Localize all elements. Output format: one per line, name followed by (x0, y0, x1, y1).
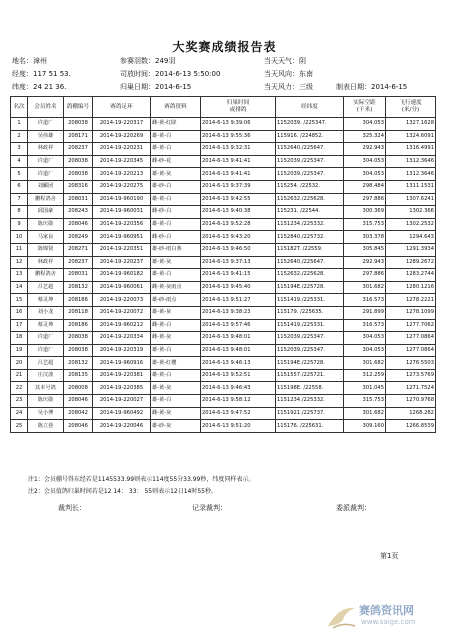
table-cell: 297.886 (344, 193, 386, 206)
table-cell: 208046 (64, 420, 93, 433)
table-cell: 208237 (64, 143, 93, 156)
table-cell: 2014-6-13 9:47:52 (201, 407, 276, 420)
table-cell: 9 (11, 218, 28, 231)
table-cell: 2014-19-960190 (93, 193, 151, 206)
table-cell: 8 (11, 206, 28, 219)
table-cell: 鹏程鸽舍 (28, 193, 64, 206)
table-cell: 1152632./225628. (276, 193, 344, 206)
table-cell: 刘小龙 (28, 306, 64, 319)
table-cell: 2014-6-13 9:57:46 (201, 319, 276, 332)
table-cell: 2014-19-960212 (93, 319, 151, 332)
table-cell: 1277.0864 (386, 332, 436, 345)
table-cell: 1277.0864 (386, 344, 436, 357)
table-cell: 雄-黄-灰 (151, 382, 201, 395)
table-cell: 304.053 (344, 155, 386, 168)
table-cell: 291.899 (344, 306, 386, 319)
table-cell: 18 (11, 332, 28, 345)
note-2: 注2：会员值鸽归巢时间若是12 14： 33： 55则表示12日14时55秒。 (28, 488, 217, 495)
table-cell: 2014-19-220356 (93, 218, 151, 231)
table-cell: 208008 (64, 382, 93, 395)
table-cell: 2014-6-13 9:38:23 (201, 306, 276, 319)
table-cell: 雄-砂-雨点 (151, 294, 201, 307)
table-cell: 许道厂 (28, 344, 64, 357)
results-table (10, 96, 436, 433)
table-row (11, 395, 436, 408)
table-cell: 115198E. /22558. (276, 382, 344, 395)
table-cell: 1289.2672 (386, 256, 436, 269)
table-cell: 5 (11, 168, 28, 181)
table-cell: 2014-6-13 9:32:31 (201, 143, 276, 156)
table-cell: 2014-19-220351 (93, 243, 151, 256)
table-row (11, 357, 436, 370)
table-cell: 312.259 (344, 369, 386, 382)
table-cell: 208046 (64, 218, 93, 231)
table-cell: 298.484 (344, 180, 386, 193)
table-row (11, 118, 436, 131)
table-cell: 1307.6241 (386, 193, 436, 206)
table-row (11, 269, 436, 282)
table-cell: 208031 (64, 269, 93, 282)
table-header-row (11, 97, 436, 118)
page-title: 大奖赛成绩报告表 (172, 40, 277, 54)
table-cell: 1152039./225347. (276, 155, 344, 168)
table-cell: 208249 (64, 231, 93, 244)
table-cell: 1 (11, 118, 28, 131)
table-cell: 7 (11, 193, 28, 206)
table-row (11, 206, 436, 219)
table-cell: 雌-黄-红降 (151, 118, 201, 131)
table-cell: 1152039./225347. (276, 168, 344, 181)
table-cell: 许道厂 (28, 332, 64, 345)
table-cell: 115916. /224852. (276, 130, 344, 143)
table-cell: 17 (11, 319, 28, 332)
table-cell: 1151234./225332. (276, 218, 344, 231)
table-cell: 雄-黄-白 (151, 269, 201, 282)
table-cell: 208038 (64, 168, 93, 181)
table-cell: 315.753 (344, 218, 386, 231)
table-cell: 1280.1216 (386, 281, 436, 294)
place-field: 地名：漳州 (12, 57, 47, 65)
table-cell: 雄-黄-白 (151, 369, 201, 382)
table-cell: 3 (11, 143, 28, 156)
table-cell: 林政祥 (28, 143, 64, 156)
table-cell: 115254. /22532. (276, 180, 344, 193)
table-cell: 208042 (64, 407, 93, 420)
table-cell: 1268.282 (386, 407, 436, 420)
col-header-time: 归巢时间 或排鸽 (201, 97, 276, 118)
table-cell: 2014-19-960031 (93, 206, 151, 219)
table-cell: 1152640./225647. (276, 256, 344, 269)
table-cell: 208118 (64, 306, 93, 319)
col-header-member: 会员姓名 (28, 97, 64, 118)
latitude-field: 纬度：24 21 36. (12, 83, 67, 91)
table-cell: 2014-6-13 9:41:41 (201, 168, 276, 181)
table-cell: 2014-6-13 9:51:27 (201, 294, 276, 307)
table-cell: 315.753 (344, 395, 386, 408)
table-row (11, 155, 436, 168)
table-cell: 许道厂 (28, 118, 64, 131)
table-cell: 305.845 (344, 243, 386, 256)
table-cell: 22 (11, 382, 28, 395)
table-cell: 10 (11, 231, 28, 244)
results-body (11, 118, 436, 433)
table-cell: 2 (11, 130, 28, 143)
longitude-field: 经度：117 51 53. (12, 70, 71, 78)
table-cell: 1278.2221 (386, 294, 436, 307)
referee-signature: 裁判长： (58, 504, 86, 512)
table-cell: 2014-6-13 9:52:51 (201, 369, 276, 382)
table-cell: 雄-黄-白 (151, 130, 201, 143)
table-cell: 邱国豪 (28, 206, 64, 219)
table-row (11, 382, 436, 395)
table-cell: 115179. /225635. (276, 306, 344, 319)
table-row (11, 193, 436, 206)
table-cell: 208237 (64, 256, 93, 269)
table-cell: 雌-黄-白 (151, 319, 201, 332)
table-cell: 2014-19-960951 (93, 231, 151, 244)
table-row (11, 218, 436, 231)
table-row (11, 344, 436, 357)
table-cell: 鹏程鸽舍 (28, 269, 64, 282)
weather-field: 当天天气：阴 (264, 57, 306, 65)
table-cell: 208186 (64, 294, 93, 307)
table-cell: 2014-19-220269 (93, 130, 151, 143)
table-cell: 2014-6-13 9:41:41 (201, 155, 276, 168)
table-cell: 蔡灵坤 (28, 294, 64, 307)
table-cell: 1273.5769 (386, 369, 436, 382)
table-cell: 1278.1099 (386, 306, 436, 319)
note-1: 注1：会员棚号得东经若是1145533.99则表示114度55分33.99秒，纬度同样表示。 (28, 476, 255, 483)
table-cell: 208031 (64, 193, 93, 206)
table-cell: 陈锦贤 (28, 243, 64, 256)
table-row (11, 420, 436, 433)
table-cell: 2014-19-220027 (93, 395, 151, 408)
table-cell: 16 (11, 306, 28, 319)
table-cell: 雄-黄-灰 (151, 168, 201, 181)
table-cell: 2014-19-220213 (93, 168, 151, 181)
table-cell: 316.573 (344, 294, 386, 307)
table-cell: 雄-砂-雨白条 (151, 243, 201, 256)
table-cell: 208038 (64, 118, 93, 131)
table-cell: 2014-6-13 9:46:13 (201, 357, 276, 370)
table-cell: 309.160 (344, 420, 386, 433)
table-cell: 2014-19-220275 (93, 180, 151, 193)
table-row (11, 319, 436, 332)
col-header-speed: 飞行速度 (米/分) (386, 97, 436, 118)
table-cell: 2014-6-13 9:51:20 (201, 420, 276, 433)
table-cell: 1151234./225332. (276, 395, 344, 408)
wind-force-field: 当天风力：三级 (264, 83, 313, 91)
table-cell: 2014-19-220073 (93, 294, 151, 307)
table-cell: 2014-6-13 9:37:13 (201, 256, 276, 269)
table-cell: 208038 (64, 332, 93, 345)
table-cell: 雌-砂-白 (151, 231, 201, 244)
table-cell: 1152039./225347. (276, 344, 344, 357)
return-date-field: 归巢日期：2014-6-15 (120, 83, 192, 91)
table-row (11, 369, 436, 382)
table-cell: 雄-砂-白 (151, 180, 201, 193)
table-cell: 1302.2532 (386, 218, 436, 231)
table-cell: 297.886 (344, 269, 386, 282)
table-cell: 115194E./225728. (276, 357, 344, 370)
table-cell: 吕艺超 (28, 357, 64, 370)
table-cell: 2014-6-13 9:48:01 (201, 344, 276, 357)
table-cell: 2014-19-960061 (93, 281, 151, 294)
table-cell: 304.053 (344, 344, 386, 357)
pigeon-logo-icon (325, 602, 359, 632)
table-cell: 292.943 (344, 256, 386, 269)
table-cell: 马家良 (28, 231, 64, 244)
recorder-signature: 记录裁判： (192, 504, 227, 512)
table-cell: 1152640./225647. (276, 143, 344, 156)
table-cell: 刘郦团 (28, 180, 64, 193)
table-cell: 1312.3646 (386, 168, 436, 181)
table-cell: 1311.1531 (386, 180, 436, 193)
table-cell: 1152039. /225347. (276, 118, 344, 131)
table-cell: 325.324 (344, 130, 386, 143)
table-row (11, 407, 436, 420)
table-cell: 2014-19-220319 (93, 344, 151, 357)
table-cell: 吴伟雄 (28, 130, 64, 143)
table-cell: 陈立巷 (28, 420, 64, 433)
table-cell: 208316 (64, 180, 93, 193)
table-cell: 115231. /22544. (276, 206, 344, 219)
table-cell: 2014-6-13 9:46:50 (201, 243, 276, 256)
table-cell: 许道厂 (28, 168, 64, 181)
table-cell: 15 (11, 294, 28, 307)
table-cell: 208132 (64, 357, 93, 370)
table-cell: 2014-19-960492 (93, 407, 151, 420)
table-cell: 2014-6-13 9:46:43 (201, 382, 276, 395)
table-cell: 6 (11, 180, 28, 193)
table-row (11, 130, 436, 143)
table-cell: 2014-19-220381 (93, 369, 151, 382)
table-cell: 雌-黄-灰 (151, 332, 201, 345)
table-cell: 11 (11, 243, 28, 256)
table-cell: 雄-黄-灰 (151, 256, 201, 269)
table-cell: 301.682 (344, 281, 386, 294)
table-cell: 115194E./225728. (276, 281, 344, 294)
table-cell: 2014-19-220237 (93, 256, 151, 269)
table-cell: 14 (11, 281, 28, 294)
table-cell: 2014-6-13 9:58:12 (201, 395, 276, 408)
table-cell: 19 (11, 344, 28, 357)
table-cell: 2014-6-13 9:43:20 (201, 231, 276, 244)
table-cell: 301.045 (344, 382, 386, 395)
table-cell: 雄-砂-灰 (151, 420, 201, 433)
table-cell: 2014-6-13 9:52:28 (201, 218, 276, 231)
table-cell: 1324.6091 (386, 130, 436, 143)
table-cell: 1316.4991 (386, 143, 436, 156)
table-cell: 雄-黄-白 (151, 193, 201, 206)
table-cell: 1302.366 (386, 206, 436, 219)
table-cell: 208271 (64, 243, 93, 256)
table-cell: 1152039./225347. (276, 332, 344, 345)
table-cell: 1151557./225721. (276, 369, 344, 382)
table-cell: 304.053 (344, 118, 386, 131)
table-cell: 2014-6-13 9:41:15 (201, 269, 276, 282)
table-cell: 1270.9768 (386, 395, 436, 408)
table-cell: 292.943 (344, 143, 386, 156)
table-cell: 208038 (64, 155, 93, 168)
table-cell: 其本号鸽 (28, 382, 64, 395)
table-cell: 1151419./225331. (276, 319, 344, 332)
table-cell: 雌-黄-灰雨点 (151, 281, 201, 294)
table-cell: 雌-砂-白 (151, 206, 201, 219)
table-cell: 1276.5503 (386, 357, 436, 370)
wind-direction-field: 当天风向：东南 (264, 70, 313, 78)
made-date-field: 制表日期：2014-6-15 (336, 83, 408, 91)
table-cell: 2014-6-13 9:40:38 (201, 206, 276, 219)
table-cell: 林政祥 (28, 256, 64, 269)
page-number: 第1页 (380, 552, 399, 560)
table-cell: 2014-19-220317 (93, 118, 151, 131)
table-cell: 许道厂 (28, 155, 64, 168)
table-cell: 316.573 (344, 319, 386, 332)
table-cell: 2014-6-13 9:55:36 (201, 130, 276, 143)
table-cell: 208171 (64, 130, 93, 143)
table-cell: 115176. /225631. (276, 420, 344, 433)
table-cell: 雄-黄-白 (151, 344, 201, 357)
table-cell: 2014-6-13 9:39:06 (201, 118, 276, 131)
table-cell: 雄-黄-白 (151, 395, 201, 408)
table-cell: 301.682 (344, 357, 386, 370)
table-cell: 1277.7062 (386, 319, 436, 332)
release-time-field: 司放时间：2014-6-13 5:50:00 (120, 70, 221, 78)
table-cell: 2014-6-13 9:45:40 (201, 281, 276, 294)
table-cell: 陈庆勋 (28, 218, 64, 231)
table-cell: 2014-19-220046 (93, 420, 151, 433)
table-cell: 208243 (64, 206, 93, 219)
table-cell: 雄-黄-灰 (151, 306, 201, 319)
table-cell: 1266.8539 (386, 420, 436, 433)
watermark (325, 600, 435, 634)
table-cell: 12 (11, 256, 28, 269)
table-cell: 25 (11, 420, 28, 433)
table-cell: 301.682 (344, 407, 386, 420)
table-cell: 1327.1628 (386, 118, 436, 131)
table-row (11, 143, 436, 156)
table-row (11, 294, 436, 307)
table-cell: 陈庆勋 (28, 395, 64, 408)
table-cell: 吴小博 (28, 407, 64, 420)
table-cell: 庄汉波 (28, 369, 64, 382)
table-cell: 208038 (64, 344, 93, 357)
table-row (11, 231, 436, 244)
table-cell: 2014-19-220072 (93, 306, 151, 319)
table-row (11, 281, 436, 294)
table-row (11, 306, 436, 319)
table-cell: 1151921./225737. (276, 407, 344, 420)
table-cell: 2014-6-13 9:48:01 (201, 332, 276, 345)
watermark-url: www.saige.com (361, 618, 416, 626)
table-cell: 雄-黄-红樱 (151, 357, 201, 370)
table-cell: 雄-黄-白 (151, 143, 201, 156)
table-cell: 1152840./225732. (276, 231, 344, 244)
table-cell: 1151419./225331. (276, 294, 344, 307)
table-cell: 1283.2744 (386, 269, 436, 282)
table-row (11, 256, 436, 269)
table-row (11, 168, 436, 181)
table-cell: 2014-19-220231 (93, 143, 151, 156)
table-cell: 2014-19-220385 (93, 382, 151, 395)
table-cell: 115182T. /22559. (276, 243, 344, 256)
table-cell: 1312.3646 (386, 155, 436, 168)
table-cell: 303.378 (344, 231, 386, 244)
table-cell: 208132 (64, 281, 93, 294)
inspector-signature: 委派裁判： (336, 504, 371, 512)
table-cell: 2014-19-220334 (93, 332, 151, 345)
table-cell: 304.053 (344, 168, 386, 181)
table-cell: 20 (11, 357, 28, 370)
table-cell: 1294.643 (386, 231, 436, 244)
table-cell: 2014-19-960916 (93, 357, 151, 370)
table-cell: 2014-19-220345 (93, 155, 151, 168)
table-cell: 1271.7524 (386, 382, 436, 395)
table-row (11, 243, 436, 256)
table-cell: 4 (11, 155, 28, 168)
table-cell: 21 (11, 369, 28, 382)
table-row (11, 180, 436, 193)
table-cell: 蔡灵坤 (28, 319, 64, 332)
table-row (11, 332, 436, 345)
table-cell: 13 (11, 269, 28, 282)
col-header-rank: 名次 (11, 97, 28, 118)
birds-field: 参赛羽数：249羽 (120, 57, 176, 65)
col-header-coords: 经纬度 (276, 97, 344, 118)
table-cell: 1152632./225628. (276, 269, 344, 282)
col-header-info: 赛鸽资料 (151, 97, 201, 118)
table-cell: 300.369 (344, 206, 386, 219)
table-cell: 2014-6-13 9:37:39 (201, 180, 276, 193)
table-cell: 24 (11, 407, 28, 420)
col-header-ring: 赛鸽足环 (93, 97, 151, 118)
col-header-loft: 鸽棚编号 (64, 97, 93, 118)
table-cell: 吕艺超 (28, 281, 64, 294)
table-cell: 2014-19-960182 (93, 269, 151, 282)
table-cell: 2014-6-13 9:42:55 (201, 193, 276, 206)
col-header-distance: 实际空距 (千米) (344, 97, 386, 118)
table-cell: 208186 (64, 319, 93, 332)
table-cell: 208046 (64, 395, 93, 408)
table-cell: 23 (11, 395, 28, 408)
table-cell: 雄-黄-白 (151, 218, 201, 231)
table-cell: 304.053 (344, 332, 386, 345)
table-cell: 1291.3934 (386, 243, 436, 256)
watermark-name: 赛鸽资讯网 (359, 604, 414, 617)
table-cell: 雌-黄-灰 (151, 407, 201, 420)
table-cell: 雌-砂-花 (151, 155, 201, 168)
table-cell: 208135 (64, 369, 93, 382)
